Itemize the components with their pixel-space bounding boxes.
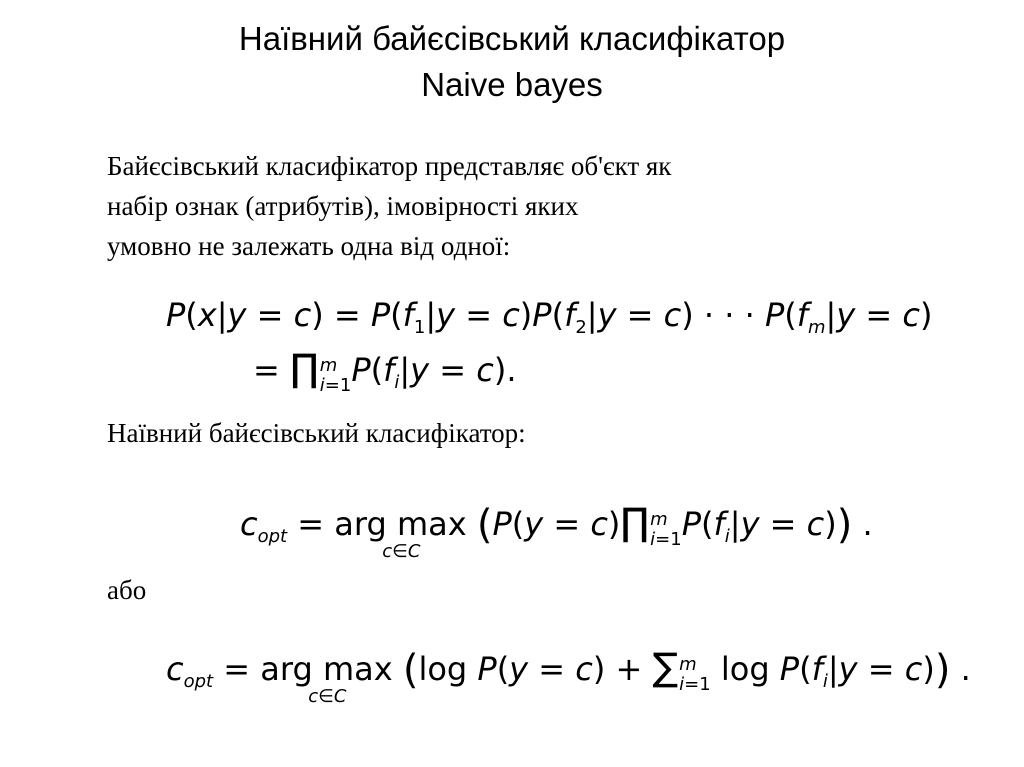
naive-heading: Наївний байєсівський класифікатор: [107,418,526,448]
title-line-ukrainian: Наївний байєсівський класифікатор [238,20,786,57]
formula-c-opt-product: $c_{opt}$ = arg max c∈C (P(y = c)∏ m i=1 $P(f_i|y = c)$) . [240,500,873,562]
intro-line-1: Байєсівський класифікатор представляє об'єкт як [107,151,672,181]
formula-product: = ∏ m i=1 $P(f_i|y = c)$. [253,346,517,396]
or-label: або [107,575,147,605]
intro-line-3: умовно не залежать одна від одної: [107,231,511,261]
formula-likelihood: $P(x|y = c) = P(f_1|y = c)P(f_2|y = c)$ · · · $P(f_m|y = c)$ [166,296,933,338]
intro-line-2: набір ознак (атрибутів), імовірності яких [107,191,579,221]
intro-paragraph [107,146,867,266]
slide-title [0,16,1024,108]
formula-c-opt-log-sum: $c_{opt}$ = arg max c∈C (log P(y = c) + ∑ m i=1 $\log P(f_i|y = c)$) . [166,645,971,707]
title-line-english: Naive bayes [421,66,603,103]
